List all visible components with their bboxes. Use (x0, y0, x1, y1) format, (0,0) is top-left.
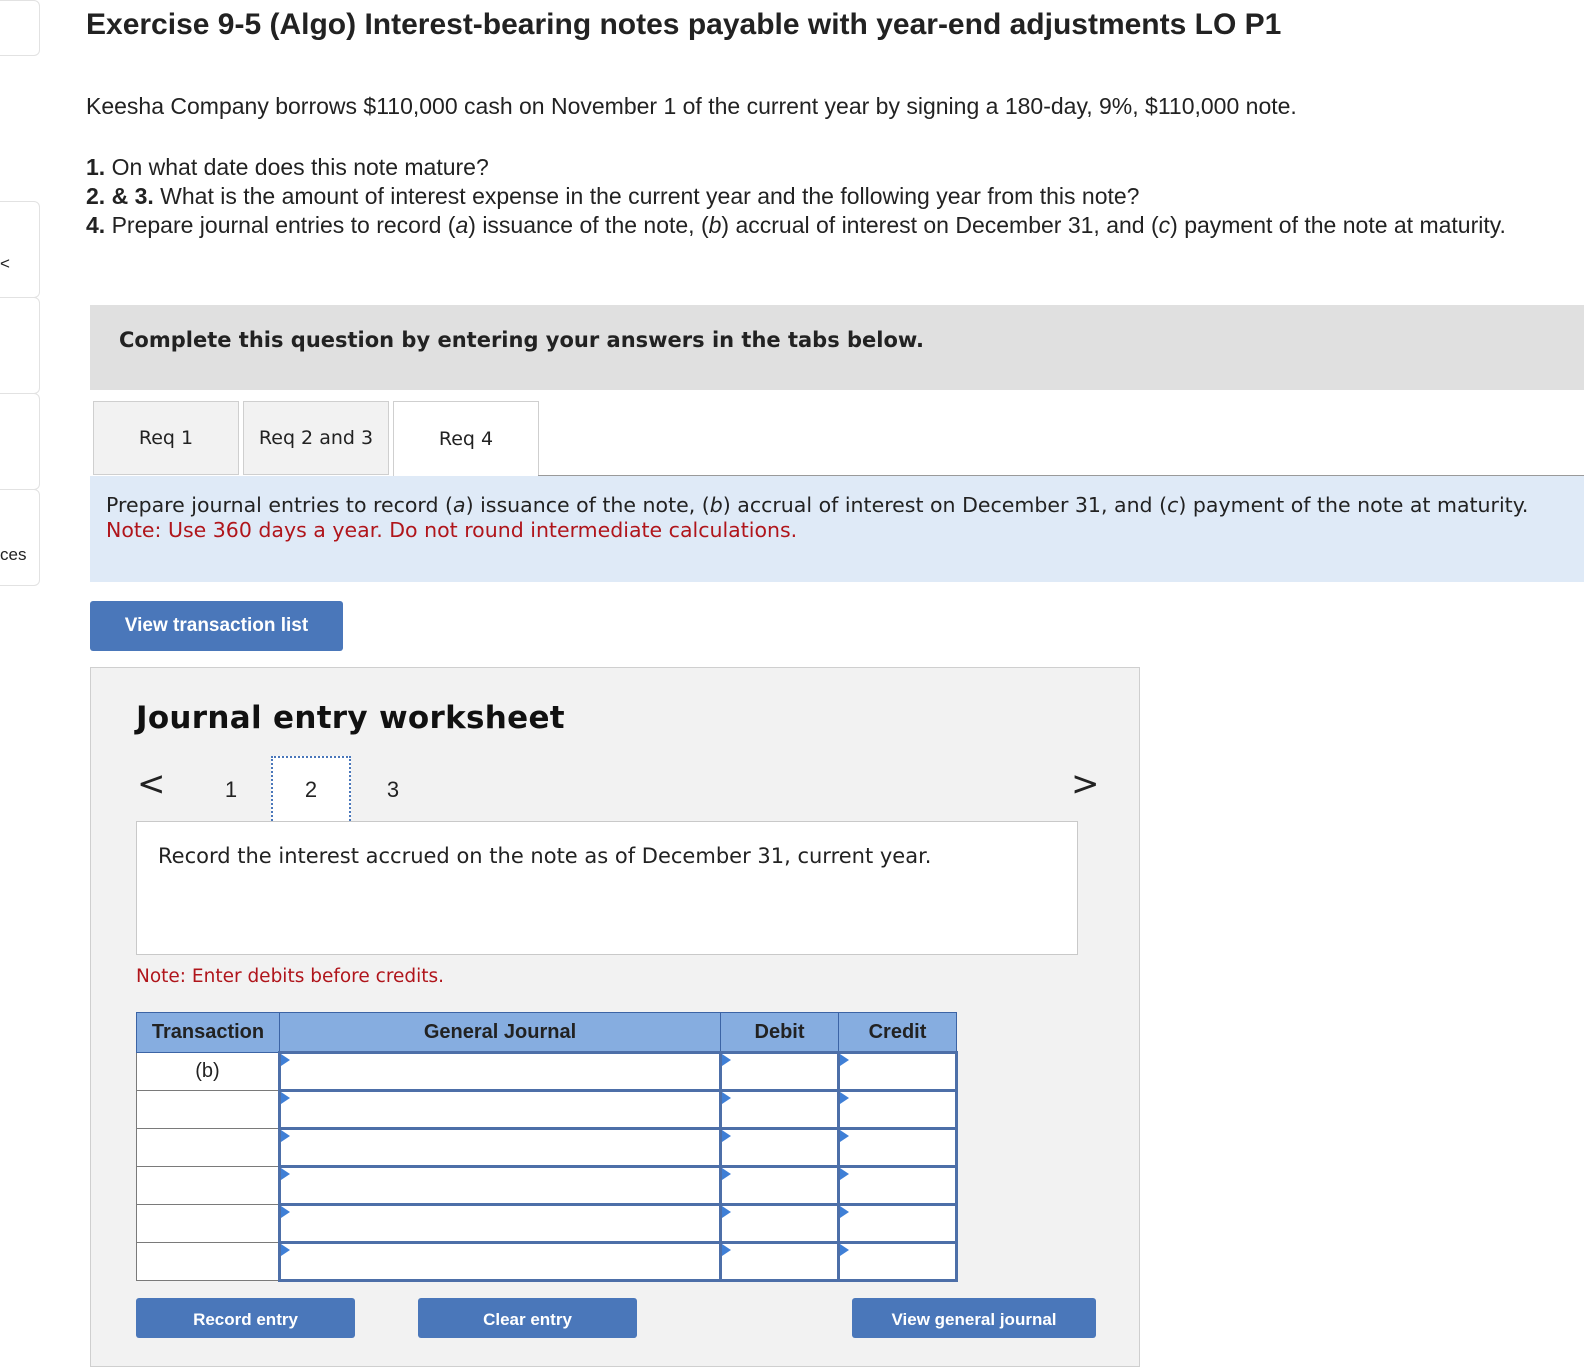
table-row (137, 1053, 957, 1091)
account-input[interactable] (280, 1205, 721, 1243)
sidebar-card-5[interactable] (0, 489, 40, 586)
debit-input[interactable] (721, 1167, 839, 1205)
record-entry-button[interactable]: Record entry (136, 1298, 355, 1338)
input-marker-icon (722, 1206, 731, 1218)
input-marker-icon (722, 1130, 731, 1142)
input-marker-icon (840, 1054, 849, 1066)
account-input[interactable] (280, 1053, 721, 1091)
account-input[interactable] (280, 1243, 721, 1281)
debit-input[interactable] (721, 1091, 839, 1129)
input-marker-icon (840, 1244, 849, 1256)
page-2[interactable]: 2 (271, 756, 351, 824)
sidebar-card-1[interactable] (0, 0, 40, 56)
dropdown-marker-icon (281, 1130, 290, 1142)
debit-input[interactable] (721, 1205, 839, 1243)
page-3[interactable]: 3 (386, 777, 400, 802)
tab-req-1[interactable]: Req 1 (93, 401, 239, 475)
dropdown-marker-icon (281, 1092, 290, 1104)
input-marker-icon (840, 1092, 849, 1104)
question-1: 1. On what date does this note mature? (86, 154, 489, 180)
transaction-cell (137, 1167, 280, 1205)
credit-input[interactable] (839, 1091, 957, 1129)
journal-entry-worksheet (90, 667, 1140, 1367)
prev-arrow-icon[interactable]: < (137, 764, 166, 804)
debit-input[interactable] (721, 1129, 839, 1167)
clear-entry-button[interactable]: Clear entry (418, 1298, 637, 1338)
account-input[interactable] (280, 1167, 721, 1205)
transaction-cell (137, 1243, 280, 1281)
dropdown-marker-icon (281, 1244, 290, 1256)
table-row (137, 1129, 957, 1167)
credit-input[interactable] (839, 1167, 957, 1205)
transaction-cell (137, 1129, 280, 1167)
header-general-journal: General Journal (280, 1013, 721, 1053)
sidebar-card-2[interactable] (0, 201, 40, 298)
input-marker-icon (722, 1244, 731, 1256)
question-4: 4. Prepare journal entries to record (a) issuance of the note, (b) accrual of interest on December 31, and (c) payment of the note at maturity. (86, 212, 1506, 238)
input-marker-icon (722, 1168, 731, 1180)
account-input[interactable] (280, 1129, 721, 1167)
table-row (137, 1167, 957, 1205)
requirement-instructions (90, 476, 1584, 582)
input-marker-icon (722, 1054, 731, 1066)
debits-credits-note: Note: Enter debits before credits. (136, 966, 445, 987)
sidebar-fragment-2: ces (0, 545, 27, 564)
credit-input[interactable] (839, 1129, 957, 1167)
dropdown-marker-icon (281, 1054, 290, 1066)
page-1[interactable]: 1 (224, 777, 238, 802)
transaction-cell (137, 1205, 280, 1243)
instructions-text: Prepare journal entries to record (a) issuance of the note, (b) accrual of interest on December 31, and (c) payment of the note at maturity. (106, 493, 1529, 517)
worksheet-title: Journal entry worksheet (136, 700, 565, 736)
problem-intro: Keesha Company borrows $110,000 cash on November 1 of the current year by signing a 180-day, 9%, $110,000 note. (86, 93, 1297, 119)
dropdown-marker-icon (281, 1206, 290, 1218)
next-arrow-icon[interactable]: > (1071, 764, 1100, 804)
header-debit: Debit (721, 1013, 839, 1053)
page-title: Exercise 9-5 (Algo) Interest-bearing notes payable with year-end adjustments LO P1 (86, 8, 1282, 41)
sidebar-fragment-1: < (0, 254, 10, 273)
header-credit: Credit (839, 1013, 957, 1053)
sidebar-card-3[interactable] (0, 297, 40, 394)
requirement-tabs (93, 401, 543, 476)
input-marker-icon (840, 1168, 849, 1180)
instructions-note: Note: Use 360 days a year. Do not round intermediate calculations. (106, 518, 798, 542)
entry-description: Record the interest accrued on the note as of December 31, current year. (136, 821, 1078, 955)
tab-req-2-and-3[interactable]: Req 2 and 3 (243, 401, 389, 475)
transaction-cell (137, 1091, 280, 1129)
credit-input[interactable] (839, 1243, 957, 1281)
complete-question-banner: Complete this question by entering your answers in the tabs below. (90, 305, 1584, 390)
sidebar-card-4[interactable] (0, 393, 40, 490)
journal-table (136, 1012, 958, 1282)
dropdown-marker-icon (281, 1168, 290, 1180)
problem-questions (86, 153, 1536, 240)
view-general-journal-button[interactable]: View general journal (852, 1298, 1096, 1338)
table-row (137, 1243, 957, 1281)
table-row (137, 1205, 957, 1243)
credit-input[interactable] (839, 1053, 957, 1091)
credit-input[interactable] (839, 1205, 957, 1243)
tab-req-4[interactable]: Req 4 (393, 401, 539, 477)
debit-input[interactable] (721, 1053, 839, 1091)
debit-input[interactable] (721, 1243, 839, 1281)
question-2-3: 2. & 3. What is the amount of interest expense in the current year and the following year from this note? (86, 183, 1140, 209)
input-marker-icon (840, 1206, 849, 1218)
header-transaction: Transaction (137, 1013, 280, 1053)
input-marker-icon (722, 1092, 731, 1104)
transaction-cell: (b) (137, 1053, 280, 1091)
table-row (137, 1091, 957, 1129)
account-input[interactable] (280, 1091, 721, 1129)
input-marker-icon (840, 1130, 849, 1142)
view-transaction-list-button[interactable]: View transaction list (90, 601, 343, 651)
